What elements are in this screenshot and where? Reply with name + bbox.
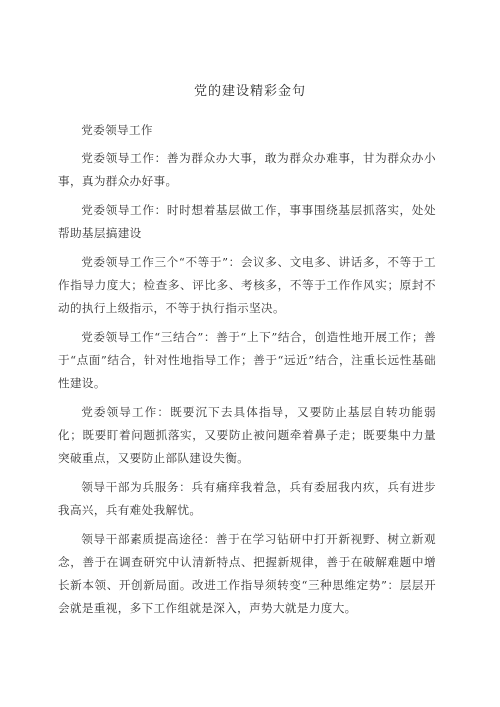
paragraph: 党委领导工作“三结合”：善于“上下”结合，创造性地开展工作；善于“点面”结合，针对性地指导工作；善于“远近”结合，注重长远性基础性建设。 <box>58 330 436 390</box>
paragraph: 党委领导工作：既要沉下去具体指导，又要防止基层自转功能弱化；既要盯着问题抓落实，又要防止被问题牵着鼻子走；既要集中力量突破重点，又要防止部队建设失衡。 <box>58 405 436 465</box>
document-body <box>58 119 436 626</box>
paragraph: 领导干部为兵服务：兵有痛痒我着急，兵有委屈我内疚，兵有进步我高兴，兵有难处我解忧。 <box>58 480 436 517</box>
section-heading: 党委领导工作 <box>81 123 153 137</box>
document-title: 党的建设精彩金句 <box>193 84 306 99</box>
paragraph: 领导干部素质提高途径：善于在学习钻研中打开新视野、树立新观念，善于在调查研究中认清新特点、把握新规律，善于在破解难题中增长新本领、开创新局面。改进工作指导须转变“三种思维定势”：层层开会就是重视，多下工作组就是深入，声势大就是力度大。 <box>58 532 436 615</box>
paragraph: 党委领导工作：时时想着基层做工作，事事围绕基层抓落实，处处帮助基层搞建设 <box>58 203 436 240</box>
paragraph: 党委领导工作：善为群众办大事，敢为群众办难事，甘为群众办小事，真为群众办好事。 <box>58 151 436 188</box>
paragraph: 党委领导工作三个“不等于”：会议多、文电多、讲话多，不等于工作指导力度大；检查多、评比多、考核多，不等于工作作风实；原封不动的执行上级指示，不等于执行指示坚决。 <box>58 255 436 315</box>
